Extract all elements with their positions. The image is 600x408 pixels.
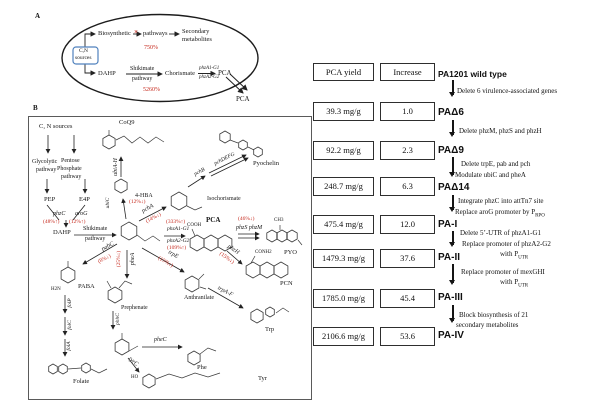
step-delete-phzMSH: Delete phzM, phzS and phzH — [459, 127, 542, 135]
secondary-metabolites-line2: metabolites — [182, 36, 212, 43]
pct-pchA: (14%↓) — [144, 211, 163, 225]
ppp-line1: Pentose — [61, 158, 80, 164]
hba-label: 4-HBA — [135, 193, 153, 199]
increase-box-row0: 1.0 — [380, 102, 435, 121]
increase-box-row5: 45.4 — [380, 289, 435, 308]
cn-sources-b: C, N sources — [39, 123, 73, 130]
gene-ubiC: ubiC — [105, 197, 112, 209]
pep-label: PEP — [44, 196, 56, 203]
pct-ubiC: (12%↓) — [129, 199, 146, 205]
step-text: with P — [500, 278, 519, 286]
genes-trpA-F: trpA-F — [216, 285, 234, 299]
step-text: Replace aroG promoter by P — [455, 208, 536, 216]
step-block-biosynthesis-2: secondary metabolites — [456, 321, 519, 329]
atom-ho: HO — [131, 375, 139, 380]
pca-label-b: PCA — [206, 216, 221, 224]
increase-box-row6: 53.6 — [380, 327, 435, 346]
strain-pa-iv: PA-IV — [438, 330, 464, 341]
dahp-label-b: DAHP — [53, 229, 71, 236]
phz-operon-line1-a: phzA1-G1 — [199, 66, 220, 71]
strain-pa-i: PA-I — [438, 219, 458, 230]
increase-box-row4: 37.6 — [380, 249, 435, 268]
gene-pheC: pheC — [154, 337, 167, 343]
pct-pyo: (46%↓) — [238, 216, 255, 222]
yield-box-row2: 248.7 mg/g — [313, 177, 374, 196]
gene-tyrC: tyrC — [127, 356, 140, 368]
strain-pa-ii: PA-II — [438, 252, 461, 263]
shikimate-line1-a: Shikimate — [130, 65, 155, 72]
strain-flowchart — [310, 55, 598, 355]
gene-phzA2G2: phzA2-G2 — [167, 238, 190, 244]
shikimate-line1-b: Shikimate — [83, 226, 108, 232]
step-text: with P — [500, 250, 519, 258]
gene-phzC: phzC — [53, 211, 66, 217]
atom-h2n: H2N — [51, 287, 61, 292]
step-block-biosynthesis-1: Block biosynthesis of 21 — [459, 311, 529, 319]
paba-label: PABA — [78, 283, 95, 290]
increase-box-row1: 2.3 — [380, 141, 435, 160]
biosynthetic-label: Biosynthetic — [98, 30, 131, 37]
pct-phz-operon2: (109%↑) — [167, 245, 187, 251]
phe-label: Phe — [197, 364, 207, 371]
atom-cooh: COOH — [187, 223, 202, 228]
panel-b — [28, 116, 312, 400]
shikimate-line2-a: pathway — [132, 75, 153, 82]
secondary-metabolites-line1: Secondary — [182, 28, 210, 35]
panel-b-label: B — [33, 104, 38, 112]
blocked-x-mark: × — [134, 28, 138, 36]
pct-phz-operon1: (333%↑) — [166, 219, 186, 225]
step-delete-5utr: Delete 5’-UTR of phzA1-G1 — [460, 229, 542, 237]
increase-box-row2: 6.3 — [380, 177, 435, 196]
step-delete-trpE-pab-pch: Delete trpE, pab and pch — [461, 160, 531, 168]
promoter-subscript: UTR — [518, 255, 529, 261]
pct-phzC: (48%↑) — [43, 219, 60, 225]
flow-arrow-1 — [452, 80, 454, 95]
shikimate-line2-b: pathway — [85, 236, 106, 242]
increase-header-box: Increase — [380, 63, 435, 81]
flow-arrow-2 — [452, 120, 454, 135]
gene-pabC: pabC — [100, 241, 116, 253]
strain-pa1201: PA1201 wild type — [438, 69, 507, 79]
yield-box-row4: 1479.3 mg/g — [313, 249, 374, 268]
promoter-subscript: UTR — [518, 283, 529, 289]
strain-pad14: PAΔ14 — [438, 182, 470, 193]
step-integrate-phzC: Integrate phzC into attTn7 site — [458, 197, 544, 205]
yield-box-row5: 1785.0 mg/g — [313, 289, 374, 308]
ppp-line3: pathway — [61, 174, 82, 180]
genes-ubiA-H: ubiA-H — [112, 158, 119, 176]
pct-pabC: (8%↓) — [97, 253, 113, 266]
dahp-label-a: DAHP — [98, 69, 116, 77]
flow-arrow-6 — [452, 264, 454, 283]
ppp-line2: Phosphate — [57, 166, 82, 172]
strain-pa-iii: PA-III — [438, 292, 463, 303]
gene-phzH: phzH — [226, 243, 241, 256]
pathways-label: pathways — [143, 30, 168, 37]
gene-folP: folP — [67, 298, 74, 308]
increase-box-row3: 12.0 — [380, 215, 435, 234]
step-modulate-ubiC-pheA: Modulate ubiC and pheA — [455, 171, 526, 179]
folate-label: Folate — [73, 378, 90, 385]
gene-pchA: pchA — [141, 203, 155, 215]
genes-pchDEFG: pchDEFG — [213, 151, 236, 167]
atom-ch3: CH3 — [274, 218, 284, 223]
pyo-label: PYO — [284, 249, 298, 256]
panel-a-graphics — [25, 5, 310, 117]
strain-pad9: PAΔ9 — [438, 145, 464, 156]
panel-a — [25, 5, 310, 117]
trp-label: Trp — [265, 326, 275, 333]
glycolytic-line2: pathway — [36, 167, 57, 173]
gene-folA: folA — [66, 341, 73, 351]
promoter-subscript: RPO — [535, 213, 545, 219]
gene-pheA: pheA — [129, 252, 136, 266]
pct-aroG: (12%↑) — [69, 219, 86, 225]
isochorismate-label: Isochorismate — [207, 196, 241, 202]
glycolytic-line1: Glycolytic — [32, 159, 58, 165]
panel-a-label: A — [35, 12, 41, 20]
e4p-label: E4P — [79, 196, 90, 203]
pct-secondary: 750% — [144, 45, 158, 51]
step-replace-mexGHI-promoter: Replace promoter of mexGHI — [461, 268, 545, 276]
pca-yield-header-box: PCA yield — [313, 63, 374, 81]
pcn-label: PCN — [280, 280, 293, 287]
cn-sources-line1: C,N — [79, 48, 89, 54]
strain-pad6: PAΔ6 — [438, 107, 464, 118]
coq9-label: CoQ9 — [119, 119, 135, 126]
yield-box-row0: 39.3 mg/g — [313, 102, 374, 121]
chorismate-label-a: Chorismate — [165, 70, 195, 77]
step-with-putr-2 — [500, 278, 528, 288]
prephenate-label: Prephenate — [121, 305, 148, 311]
gene-trpE: trpE — [166, 249, 180, 261]
flow-arrow-7 — [452, 305, 454, 321]
gene-phhC: phhC — [115, 313, 122, 325]
atom-conh2: CONH2 — [255, 250, 272, 255]
yield-box-row1: 92.2 mg/g — [313, 141, 374, 160]
pct-pheA: (25%↓) — [116, 250, 123, 268]
phz-operon-line2-a: phzA2-G2 — [199, 74, 220, 80]
pyochelin-label: Pyochelin — [253, 160, 279, 167]
pct-trpE: (15%↓) — [156, 255, 175, 269]
pca-inside-label: PCA — [218, 68, 232, 77]
yield-box-row3: 475.4 mg/g — [313, 215, 374, 234]
pct-phzH: (15%↓) — [218, 251, 236, 266]
gene-pchB: pchB — [193, 166, 206, 178]
pct-shikimate: 5260% — [143, 87, 160, 93]
tyr-label: Tyr — [258, 375, 267, 382]
step-delete-virulence: Delete 6 virulence-associated genes — [457, 87, 558, 95]
genes-phzS-phzM: phzS phzM — [236, 225, 263, 231]
gene-folC: folC — [67, 320, 74, 330]
cn-sources-line2: sources — [75, 55, 92, 61]
pca-outside-label: PCA — [236, 95, 250, 103]
yield-box-row6: 2106.6 mg/g — [313, 327, 374, 346]
gene-phzA1G1: phzA1-G1 — [167, 226, 190, 232]
step-with-putr-1 — [500, 250, 528, 260]
flow-arrow-4 — [452, 195, 454, 210]
flow-arrow-5 — [452, 231, 454, 245]
gene-aroG: aroG — [75, 211, 88, 217]
step-replace-phzA2G2-promoter: Replace promoter of phzA2-G2 — [462, 240, 551, 248]
step-replace-aroG-promoter — [455, 208, 545, 218]
flow-arrow-3 — [452, 157, 454, 175]
anthranilate-label: Anthranilate — [184, 295, 214, 301]
